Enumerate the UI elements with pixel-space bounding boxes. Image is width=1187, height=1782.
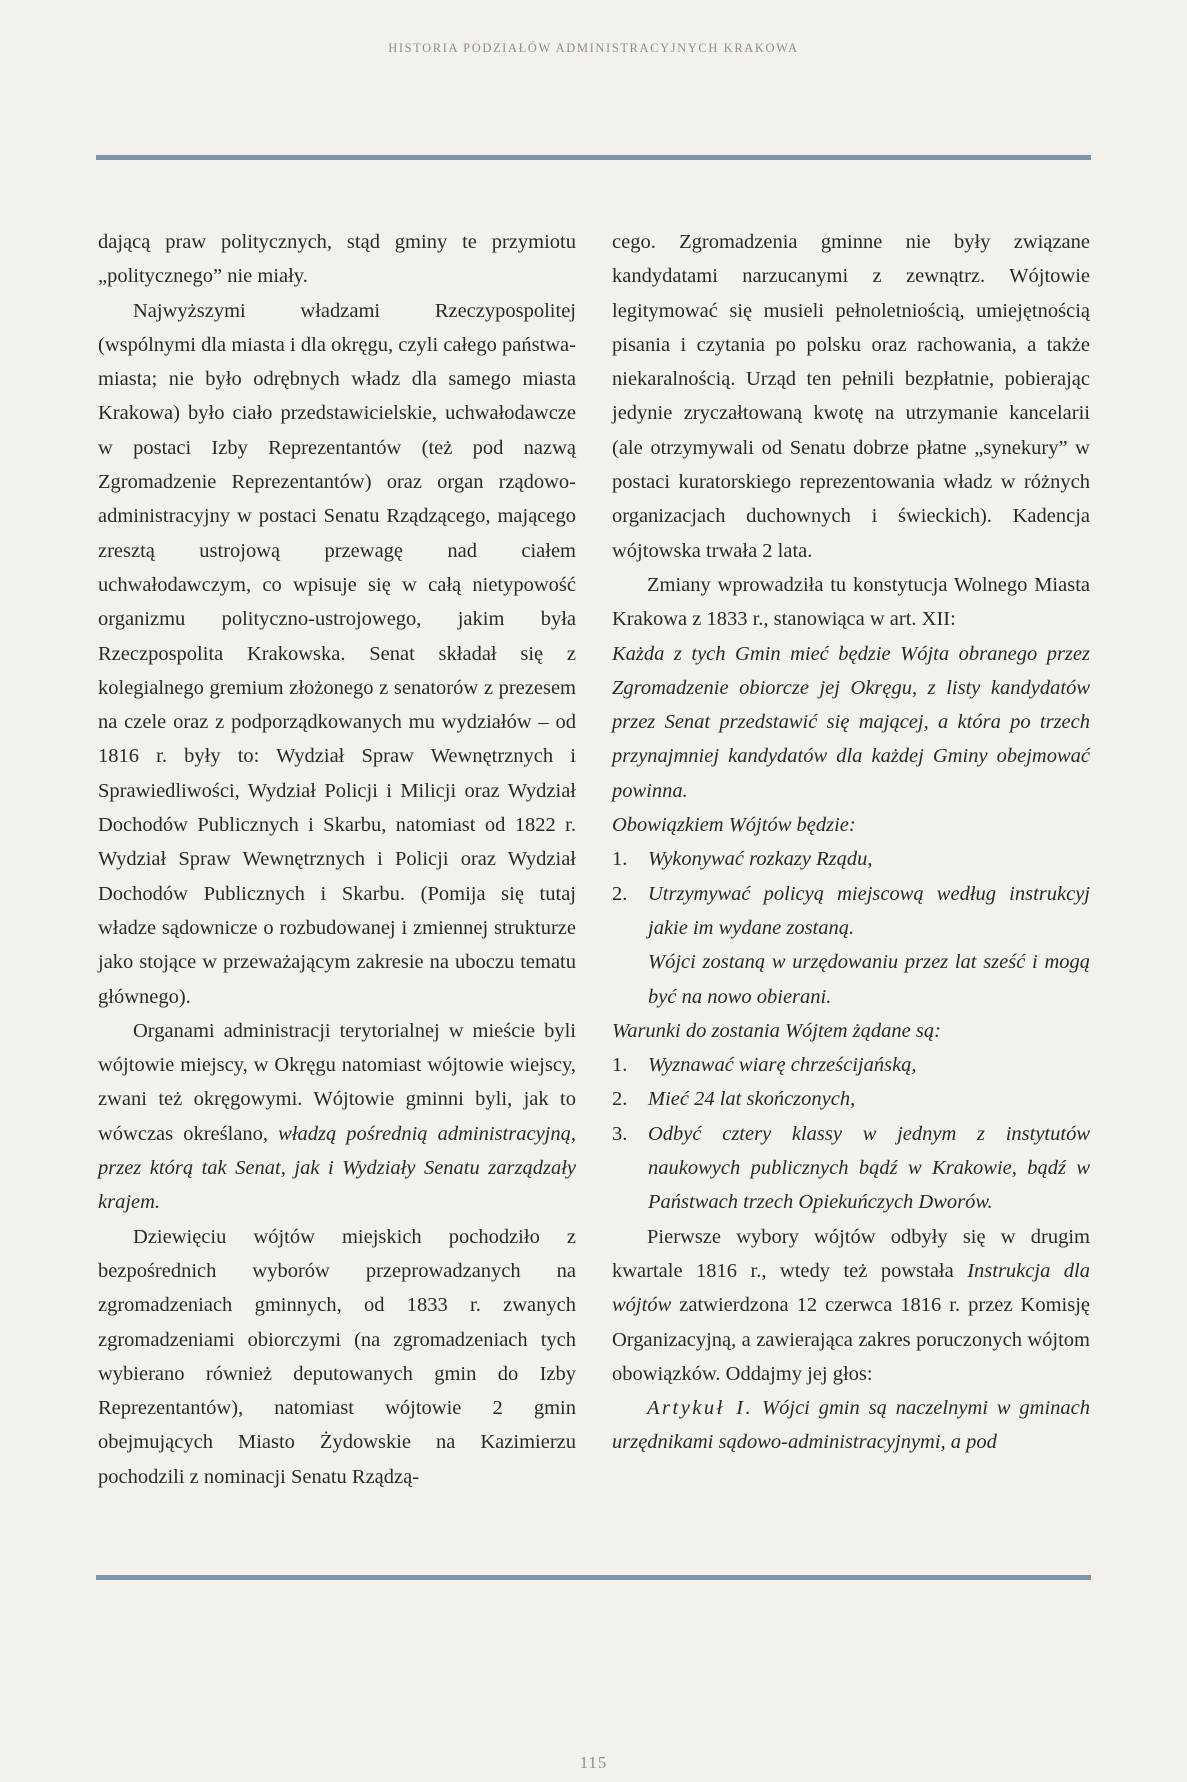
- paragraph: [98, 1014, 576, 1220]
- paragraph: Najwyższymi władzami Rzeczypospolitej (wspólnymi dla miasta i dla okręgu, czyli całego państwa-miasta; nie było odrębnych władz dla samego miasta Krakowa) było ciało przedstawicielskie, uchwałodawcze w postaci Izby Reprezentantów (też pod nazwą Zgromadzenie Reprezentantów) oraz organ rządowo-administracyjny w postaci Senatu Rządzącego, mającego zresztą ustrojową przewagę nad ciałem uchwałodawczym, co wpisuje się w całą nietypowość organizmu polityczno-ustrojowego, jakim była Rzeczpospolita Krakowska. Senat składał się z kolegialnego gremium złożonego z senatorów z prezesem na czele oraz z podporządkowanych mu wydziałów – od 1816 r. były to: Wydział Spraw Wewnętrznych i Sprawiedliwości, Wydział Policji i Milicji oraz Wydział Dochodów Publicznych i Skarbu, natomiast od 1822 r. Wydział Spraw Wewnętrznych i Policji oraz Wydział Dochodów Publicznych i Skarbu. (Pomija się tutaj władze sądownicze o rozbudowanej i zmiennej strukturze jako stojące w przeważającym zakresie na uboczu tematu głównego).: [98, 299, 576, 1008]
- quote-heading: Warunki do zostania Wójtem żądane są:: [612, 1019, 941, 1042]
- list-item: [612, 1117, 1090, 1220]
- bottom-rule: [96, 1575, 1091, 1580]
- quote-continuation: [612, 945, 1090, 1014]
- list-number: 1.: [612, 1054, 628, 1077]
- left-column: [98, 225, 576, 1494]
- paragraph-text: Organami administracji terytorialnej w mieście byli wójtowie miejscy, w Okręgu natomiast wójtowie wiejscy, zwani też okręgowymi. Wójtowie gminni byli, jak to wówczas określano,: [98, 1019, 576, 1145]
- list-text: Odbyć cztery klassy w jednym z instytutów naukowych publicznych bądź w Krakowie, bądź w Państwach trzech Opiekuńczych Dworów.: [648, 1122, 1090, 1214]
- list-text: Mieć 24 lat skończonych,: [648, 1088, 856, 1111]
- list-text: Wyznawać wiarę chrześcijańską,: [648, 1054, 917, 1077]
- paragraph-text: zatwierdzona 12 czerwca 1816 r. przez Komisję Organizacyjną, a zawierająca zakres poruczonych wójtom obowiązków. Oddajmy jej głos:: [612, 1294, 1090, 1385]
- list-number: 1.: [612, 848, 628, 871]
- article-text: Wójci gmin są naczelnymi w gminach urzędnikami sądowo-administracyjnymi, a pod: [612, 1397, 1090, 1454]
- list-item: [612, 1048, 1090, 1082]
- list-number: 2.: [612, 1088, 628, 1111]
- list-item: [612, 1082, 1090, 1116]
- paragraph: dającą praw politycznych, stąd gminy te przymiotu „politycznego” nie miały.: [98, 231, 576, 288]
- list-number: 3.: [612, 1122, 628, 1145]
- paragraph: Dziewięciu wójtów miejskich pochodziło z bezpośrednich wyborów przeprowadzanych na zgromadzeniach gminnych, od 1833 r. zwanych zgromadzeniami obiorczymi (na zgromadzeniach tych wybierano również deputowanych gmin do Izby Reprezentantów), natomiast wójtowie 2 gmin obejmujących Miasto Żydowskie na Kazimierzu pochodzili z nominacji Senatu Rządzą-: [98, 1225, 576, 1488]
- quote-text: Wójci zostaną w urzędowaniu przez lat sześć i mogą być na nowo obierani.: [648, 951, 1090, 1008]
- list-item: [612, 842, 1090, 876]
- paragraph: [612, 1220, 1090, 1391]
- list-text: Utrzymywać policyą miejscową według instrukcyj jakie im wydane zostaną.: [648, 882, 1090, 939]
- page-number: 115: [579, 1753, 608, 1772]
- document-title: Instrukcja dla wójtów: [612, 1259, 1090, 1317]
- paragraph: [612, 1391, 1090, 1460]
- paragraph: Zmiany wprowadziła tu konstytucja Wolnego Miasta Krakowa z 1833 r., stanowiąca w art. XII:: [612, 573, 1090, 631]
- list-item: [612, 877, 1090, 946]
- right-column: [612, 225, 1090, 1460]
- constitution-quote: Każda z tych Gmin mieć będzie Wójta obranego przez Zgromadzenie obiorcze jej Okręgu, z listy kandydatów przez Senat przedstawić się mającej, a która po trzech przynajmniej kandydatów dla każdej Gminy obejmować powinna.: [612, 642, 1090, 802]
- paragraph-italic-quote: władzą pośrednią administracyjną, przez którą tak Senat, jak i Wydziały Senatu zarządzały krajem.: [98, 1122, 576, 1214]
- list-text: Wykonywać rozkazy Rządu,: [648, 848, 873, 871]
- quote-heading: Obowiązkiem Wójtów będzie:: [612, 814, 856, 837]
- running-title: HISTORIA PODZIAŁÓW ADMINISTRACYJNYCH KRAKOWA: [388, 41, 799, 55]
- paragraph: cego. Zgromadzenia gminne nie były związane kandydatami narzucanymi z zewnątrz. Wójtowie legitymować się musieli pełnoletniością, umiejętnością pisania i czytania po polsku oraz rachowania, a także niekaralnością. Urząd ten pełnili bezpłatnie, pobierając jedynie zryczałtowaną kwotę na utrzymanie kancelarii (ale otrzymywali od Senatu dobrze płatne „synekury” w postaci kuratorskiego reprezentowania władz w różnych organizacjach duchownych i świeckich). Kadencja wójtowska trwała 2 lata.: [612, 231, 1090, 562]
- list-number: 2.: [612, 882, 628, 905]
- top-rule: [96, 155, 1091, 160]
- paragraph-text: Pierwsze wybory wójtów odbyły się w drugim kwartale 1816 r., wtedy też powstała: [612, 1225, 1090, 1282]
- article-label: Artykuł I.: [647, 1397, 754, 1420]
